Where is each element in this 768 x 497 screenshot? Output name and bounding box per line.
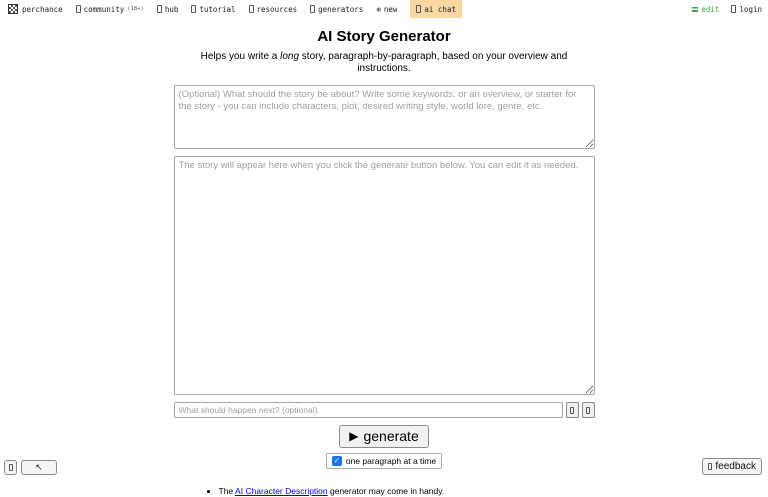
feedback-button[interactable] (702, 458, 762, 475)
login-label: login (739, 4, 762, 14)
reroll-button[interactable] (566, 402, 579, 418)
one-paragraph-option[interactable] (326, 453, 442, 469)
nav-item-generators[interactable] (310, 5, 363, 14)
resources-icon (249, 5, 254, 13)
lock-icon (731, 5, 736, 13)
nav-tutorial-label: tutorial (199, 4, 236, 14)
ai-character-description-link[interactable]: AI Character Description (235, 486, 328, 496)
subtitle-prefix: Helps you write a (200, 51, 281, 62)
subtitle-suffix: story, paragraph-by-paragraph, based on your overview and instructions. (299, 51, 568, 74)
tutorial-icon (191, 5, 196, 13)
story-overview-textarea[interactable] (174, 85, 595, 149)
one-paragraph-label: one paragraph at a time (345, 456, 437, 466)
page-title: AI Story Generator (317, 28, 451, 45)
nav-new-label: new (383, 4, 398, 14)
generate-label: generate (363, 428, 419, 444)
pencil-icon (692, 7, 698, 12)
nav-community-suffix: (18+) (127, 6, 144, 12)
community-icon (76, 5, 81, 13)
nav-item-resources[interactable] (249, 5, 298, 14)
story-output-textarea[interactable] (174, 156, 595, 395)
settings-button[interactable] (582, 402, 595, 418)
note-item (219, 485, 595, 497)
main-column (174, 28, 595, 497)
nav-item-new[interactable] (376, 5, 397, 14)
nav-item-ai-chat[interactable] (410, 0, 462, 18)
edit-link[interactable] (692, 5, 719, 14)
nav-resources-label: resources (256, 4, 298, 14)
one-paragraph-checkbox[interactable]: ✓ (333, 456, 341, 465)
scroll-top-button[interactable] (21, 460, 57, 475)
login-link[interactable] (731, 5, 762, 14)
bottom-right-controls (702, 458, 762, 475)
info-icon (9, 464, 13, 471)
generate-button[interactable] (339, 425, 429, 448)
subtitle-italic-word: long (280, 51, 300, 62)
reroll-icon (570, 407, 574, 414)
feedback-icon (708, 463, 712, 470)
nav-community-label: community (83, 4, 125, 14)
notes-list (174, 485, 595, 497)
settings-icon (586, 407, 590, 414)
ai-chat-icon (416, 5, 421, 13)
nav-item-hub[interactable] (157, 5, 179, 14)
feedback-label: feedback (715, 461, 756, 472)
nav-item-tutorial[interactable] (191, 5, 235, 14)
next-instruction-input[interactable] (174, 402, 563, 418)
note-suffix: generator may come in handy. (327, 486, 445, 496)
arrow-up-left-icon: ↖ (35, 462, 43, 473)
info-button[interactable] (4, 460, 17, 475)
plus-circle-icon: ⊕ (376, 4, 381, 14)
top-navbar (0, 0, 768, 18)
nav-generators-label: generators (318, 4, 364, 14)
note-prefix: The (218, 486, 236, 496)
bottom-left-controls (4, 460, 57, 475)
nav-item-community[interactable] (76, 5, 144, 14)
next-instruction-row (174, 402, 595, 418)
generators-icon (310, 5, 315, 13)
nav-hub-label: hub (164, 4, 179, 14)
checkbox-row (174, 453, 595, 469)
nav-ai-chat-label: ai chat (424, 4, 456, 14)
play-icon: ▶ (349, 429, 359, 443)
nav-brand-perchance[interactable]: perchance (22, 4, 63, 14)
page-subtitle (174, 51, 595, 75)
perchance-logo-icon[interactable] (8, 4, 18, 14)
hub-icon (157, 5, 162, 13)
generate-row (174, 425, 595, 448)
edit-label: edit (701, 4, 720, 14)
